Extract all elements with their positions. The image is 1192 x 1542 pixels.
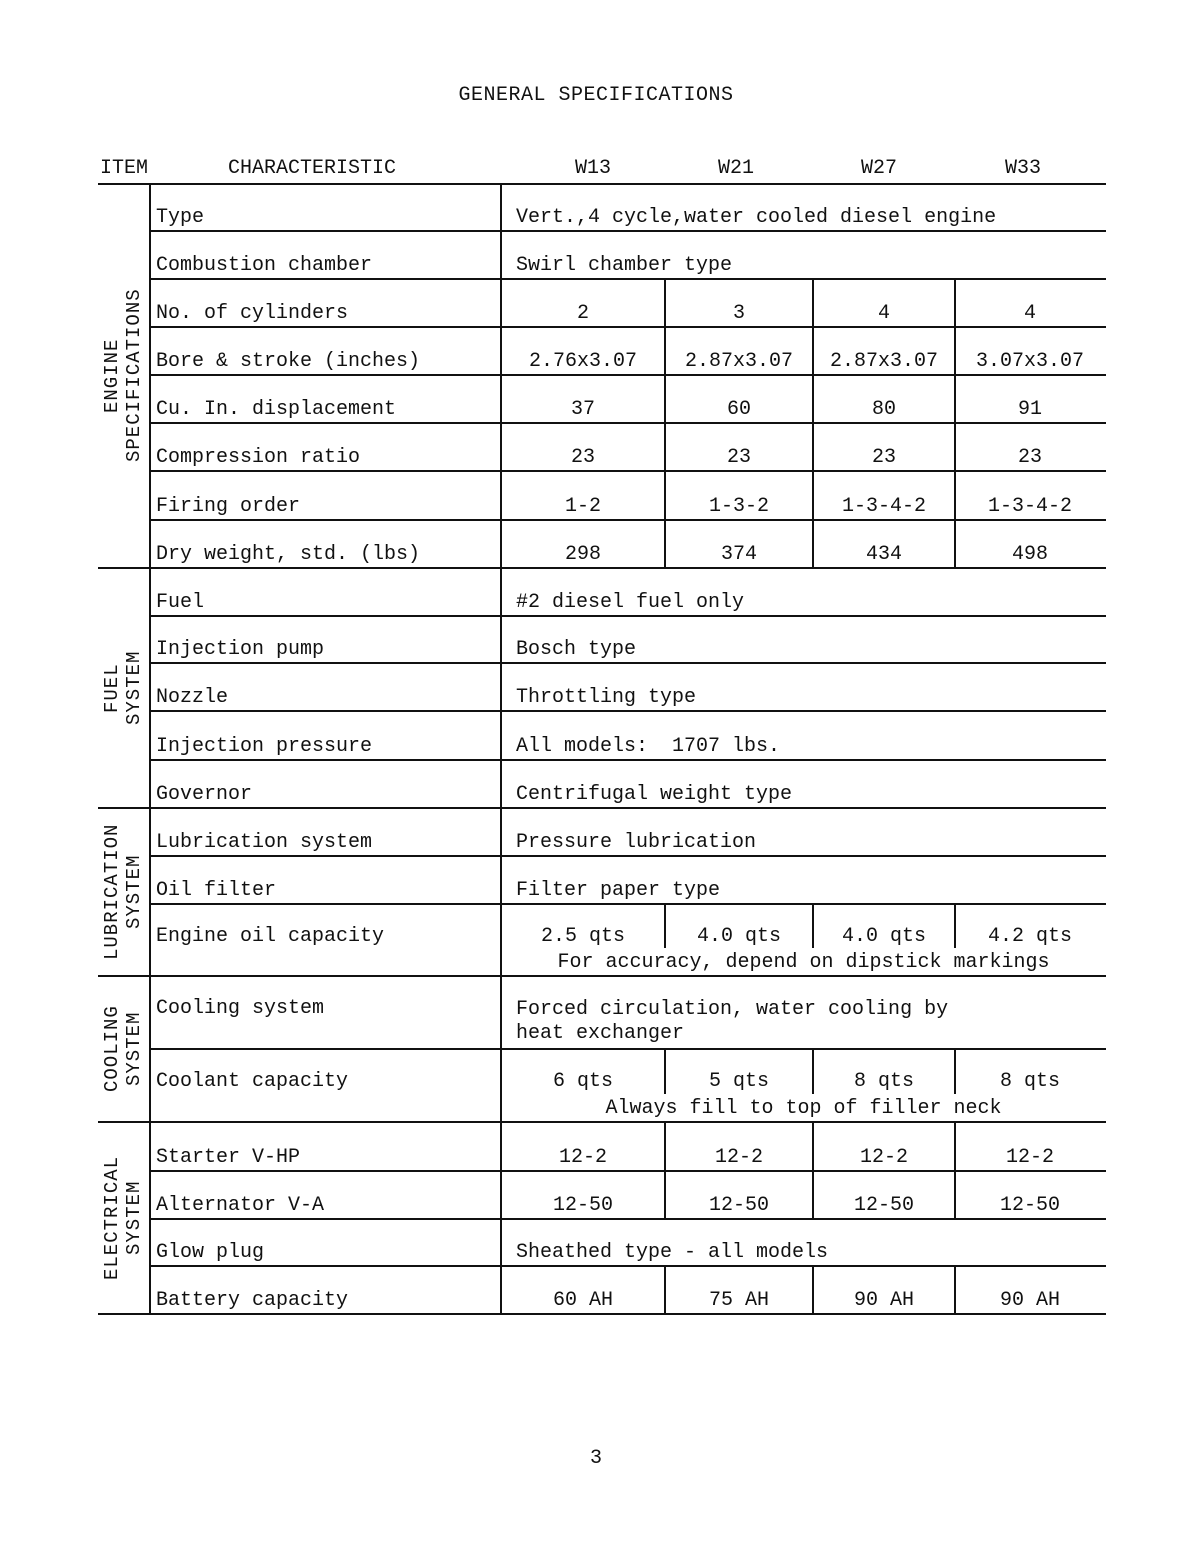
row-value-w13: 37 bbox=[570, 398, 595, 421]
row-value-w33: 4.2 qts bbox=[987, 925, 1072, 948]
row-value-w13: 2.76x3.07 bbox=[528, 350, 638, 373]
row-value-w21: 374 bbox=[720, 543, 757, 566]
row-value-w27: 2.87x3.07 bbox=[829, 350, 939, 373]
row-name: Firing order bbox=[156, 495, 301, 518]
row-name: Dry weight, std. (lbs) bbox=[156, 543, 421, 566]
row-line bbox=[150, 422, 1106, 424]
row-line bbox=[150, 519, 1106, 521]
row-line bbox=[150, 1048, 1106, 1050]
row-value-w21: 3 bbox=[732, 302, 745, 325]
row-value-w27: 90 AH bbox=[853, 1289, 914, 1312]
row-line bbox=[150, 470, 1106, 472]
group-label: FUEL SYSTEM bbox=[101, 650, 145, 726]
row-value-w33: 4 bbox=[1023, 302, 1036, 325]
row-value-w33: 8 qts bbox=[999, 1070, 1060, 1093]
row-value-w21: 1-3-2 bbox=[708, 495, 769, 518]
row-value-w27: 12-2 bbox=[859, 1146, 908, 1169]
row-value-w21: 12-50 bbox=[708, 1194, 769, 1217]
page-number: 3 bbox=[589, 1447, 602, 1470]
row-line bbox=[150, 230, 1106, 232]
group-label: ELECTRICAL SYSTEM bbox=[101, 1155, 145, 1281]
group-divider-line bbox=[149, 183, 151, 1314]
row-value-w21: 2.87x3.07 bbox=[684, 350, 794, 373]
header-model-w27: W27 bbox=[861, 157, 898, 180]
table-header bbox=[98, 157, 1106, 185]
row-span-value: Sheathed type - all models bbox=[516, 1241, 829, 1264]
row-value-w21: 4.0 qts bbox=[696, 925, 781, 948]
row-line bbox=[150, 759, 1106, 761]
row-value-w27: 1-3-4-2 bbox=[841, 495, 926, 518]
row-value-w13: 60 AH bbox=[552, 1289, 613, 1312]
row-name: Alternator V-A bbox=[156, 1194, 325, 1217]
row-name: No. of cylinders bbox=[156, 302, 349, 325]
row-span-value: Forced circulation, water cooling by heat exchanger bbox=[516, 998, 949, 1045]
group-bottom-line bbox=[98, 807, 1106, 809]
row-line bbox=[150, 1265, 1106, 1267]
row-name: Coolant capacity bbox=[156, 1070, 349, 1093]
row-span-value: All models: 1707 lbs. bbox=[516, 735, 781, 758]
row-line bbox=[150, 662, 1106, 664]
row-value-w27: 4.0 qts bbox=[841, 925, 926, 948]
row-value-w21: 5 qts bbox=[708, 1070, 769, 1093]
row-value-w13: 298 bbox=[564, 543, 601, 566]
row-name: Cooling system bbox=[156, 997, 325, 1020]
header-model-w13: W13 bbox=[575, 157, 612, 180]
row-name: Bore & stroke (inches) bbox=[156, 350, 421, 373]
row-note: Always fill to top of filler neck bbox=[605, 1097, 1002, 1120]
row-value-w33: 90 AH bbox=[999, 1289, 1060, 1312]
row-value-w27: 80 bbox=[871, 398, 896, 421]
row-name: Injection pump bbox=[156, 638, 325, 661]
row-value-w13: 2.5 qts bbox=[540, 925, 625, 948]
row-value-w33: 23 bbox=[1017, 446, 1042, 469]
row-line bbox=[150, 1218, 1106, 1220]
row-name: Governor bbox=[156, 783, 253, 806]
row-name: Type bbox=[156, 206, 205, 229]
group-label: COOLING SYSTEM bbox=[101, 1005, 145, 1093]
row-span-value: Centrifugal weight type bbox=[516, 783, 793, 806]
row-name: Injection pressure bbox=[156, 735, 373, 758]
header-model-w21: W21 bbox=[718, 157, 755, 180]
row-value-w33: 498 bbox=[1011, 543, 1048, 566]
row-value-w13: 2 bbox=[576, 302, 589, 325]
row-span-value: Bosch type bbox=[516, 638, 637, 661]
row-name: Cu. In. displacement bbox=[156, 398, 397, 421]
row-name: Combustion chamber bbox=[156, 254, 373, 277]
row-value-w33: 12-50 bbox=[999, 1194, 1060, 1217]
row-span-value: Pressure lubrication bbox=[516, 831, 757, 854]
row-name: Oil filter bbox=[156, 879, 277, 902]
row-value-w27: 4 bbox=[877, 302, 890, 325]
row-line bbox=[150, 326, 1106, 328]
row-value-w13: 12-2 bbox=[558, 1146, 607, 1169]
name-divider-line bbox=[500, 183, 502, 1314]
row-span-value: Swirl chamber type bbox=[516, 254, 733, 277]
row-line bbox=[150, 1170, 1106, 1172]
row-value-w21: 23 bbox=[726, 446, 751, 469]
row-value-w33: 12-2 bbox=[1005, 1146, 1054, 1169]
row-name: Fuel bbox=[156, 591, 205, 614]
row-note: For accuracy, depend on dipstick markings bbox=[557, 951, 1050, 974]
row-value-w13: 1-2 bbox=[564, 495, 601, 518]
row-line bbox=[150, 374, 1106, 376]
page-title: GENERAL SPECIFICATIONS bbox=[458, 84, 734, 107]
row-span-value: Throttling type bbox=[516, 686, 697, 709]
row-value-w21: 60 bbox=[726, 398, 751, 421]
row-name: Nozzle bbox=[156, 686, 229, 709]
row-value-w27: 23 bbox=[871, 446, 896, 469]
row-name: Glow plug bbox=[156, 1241, 265, 1264]
group-label: ENGINE SPECIFICATIONS bbox=[101, 288, 145, 463]
row-line bbox=[150, 710, 1106, 712]
row-line bbox=[150, 615, 1106, 617]
row-name: Engine oil capacity bbox=[156, 925, 385, 948]
row-name: Battery capacity bbox=[156, 1289, 349, 1312]
row-name: Compression ratio bbox=[156, 446, 361, 469]
row-name: Lubrication system bbox=[156, 831, 373, 854]
header-model-w33: W33 bbox=[1005, 157, 1042, 180]
header-item: ITEM bbox=[100, 157, 149, 180]
row-line bbox=[150, 855, 1106, 857]
header-characteristic: CHARACTERISTIC bbox=[228, 157, 397, 180]
row-value-w13: 6 qts bbox=[552, 1070, 613, 1093]
row-value-w21: 75 AH bbox=[708, 1289, 769, 1312]
row-line bbox=[150, 278, 1106, 280]
row-value-w21: 12-2 bbox=[714, 1146, 763, 1169]
row-value-w27: 8 qts bbox=[853, 1070, 914, 1093]
row-line bbox=[150, 903, 1106, 905]
row-span-value: Filter paper type bbox=[516, 879, 721, 902]
row-value-w33: 3.07x3.07 bbox=[975, 350, 1085, 373]
row-value-w33: 1-3-4-2 bbox=[987, 495, 1072, 518]
row-span-value: #2 diesel fuel only bbox=[516, 591, 745, 614]
group-bottom-line bbox=[98, 975, 1106, 977]
row-value-w13: 23 bbox=[570, 446, 595, 469]
row-span-value: Vert.,4 cycle,water cooled diesel engine bbox=[516, 206, 997, 229]
row-value-w33: 91 bbox=[1017, 398, 1042, 421]
row-name: Starter V-HP bbox=[156, 1146, 301, 1169]
row-value-w27: 434 bbox=[865, 543, 902, 566]
group-label: LUBRICATION SYSTEM bbox=[101, 823, 145, 961]
row-value-w13: 12-50 bbox=[552, 1194, 613, 1217]
row-value-w27: 12-50 bbox=[853, 1194, 914, 1217]
